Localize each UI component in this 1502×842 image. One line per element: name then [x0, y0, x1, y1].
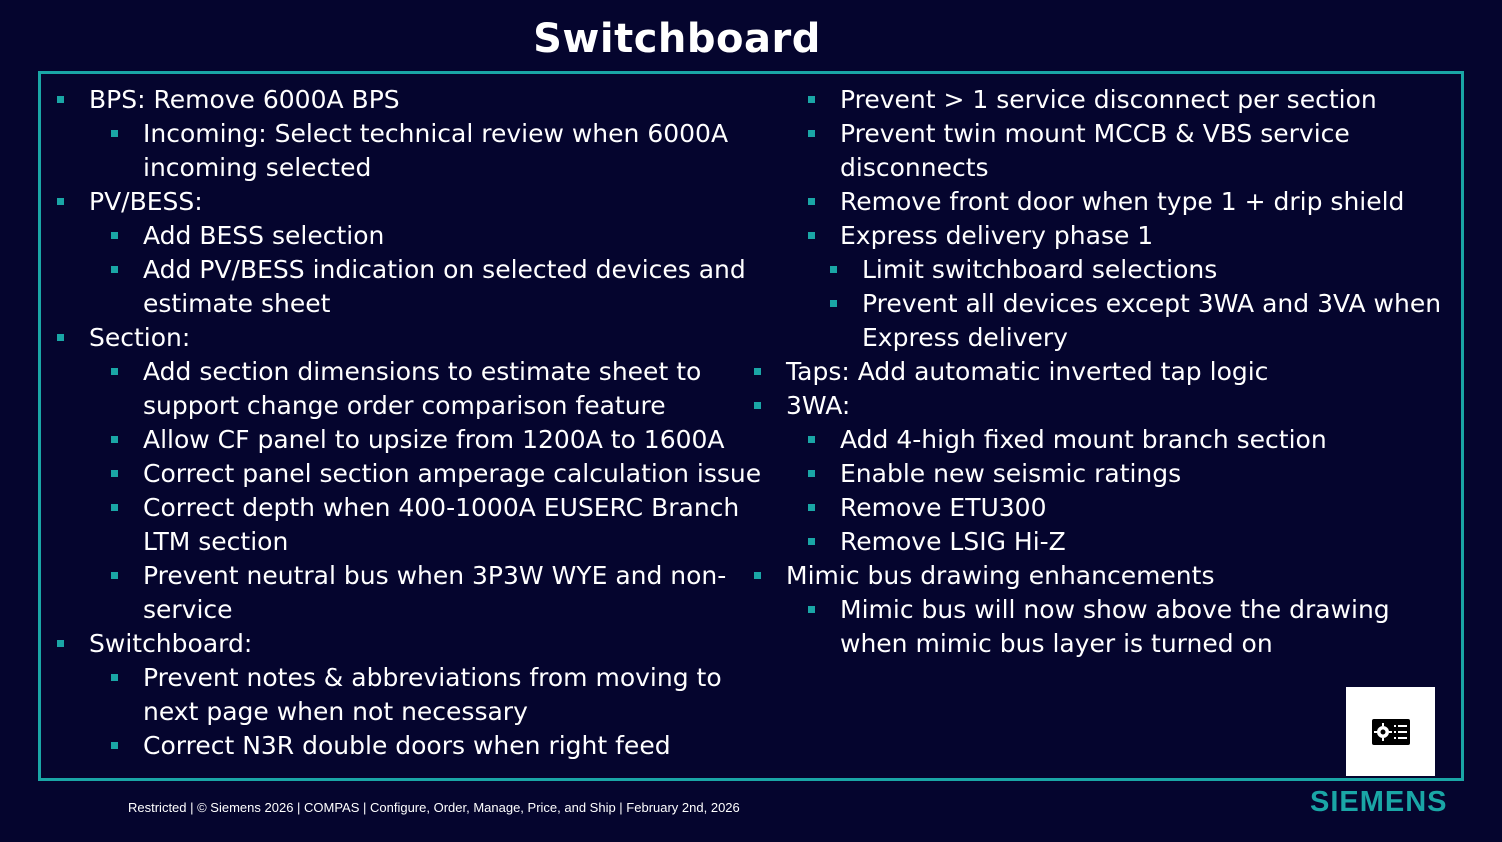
- bullet-item: [53, 117, 763, 185]
- bullet-marker: [111, 470, 118, 477]
- bullet-marker: [57, 334, 64, 341]
- bullet-marker: [754, 572, 761, 579]
- bullet-item: [53, 729, 763, 763]
- bullet-item: [750, 287, 1450, 355]
- bullet-marker: [111, 266, 118, 273]
- bullet-marker: [111, 130, 118, 137]
- bullet-item: [750, 457, 1450, 491]
- bullet-item: [53, 219, 763, 253]
- bullet-marker: [57, 96, 64, 103]
- settings-list-icon-graphic: [1371, 718, 1411, 746]
- bullet-text: Add 4-high fixed mount branch section: [840, 425, 1327, 454]
- bullet-marker: [111, 572, 118, 579]
- settings-list-icon[interactable]: [1346, 687, 1435, 776]
- bullet-item: [750, 593, 1450, 661]
- bullet-text: Correct depth when 400-1000A EUSERC Branch LTM section: [143, 493, 740, 556]
- bullet-text: Switchboard:: [89, 629, 253, 658]
- bullet-item: [53, 661, 763, 729]
- bullet-item: [53, 457, 763, 491]
- bullet-marker: [111, 742, 118, 749]
- bullet-text: Correct panel section amperage calculation issue: [143, 459, 762, 488]
- bullet-text: Limit switchboard selections: [862, 255, 1218, 284]
- bullet-item: [750, 491, 1450, 525]
- bullet-marker: [808, 504, 815, 511]
- bullet-marker: [57, 198, 64, 205]
- bullet-item: [750, 185, 1450, 219]
- bullet-item: [750, 423, 1450, 457]
- bullet-text: Incoming: Select technical review when 6000A incoming selected: [143, 119, 729, 182]
- bullet-text: Correct N3R double doors when right feed: [143, 731, 671, 760]
- bullet-item: [750, 559, 1450, 593]
- bullet-text: Prevent all devices except 3WA and 3VA when Express delivery: [862, 289, 1442, 352]
- bullet-marker: [808, 436, 815, 443]
- bullet-marker: [111, 674, 118, 681]
- bullet-text: Add section dimensions to estimate sheet to support change order comparison feature: [143, 357, 702, 420]
- bullet-marker: [808, 130, 815, 137]
- bullet-marker: [111, 436, 118, 443]
- bullet-text: Add PV/BESS indication on selected devices and estimate sheet: [143, 255, 746, 318]
- bullet-marker: [808, 232, 815, 239]
- bullet-item: [750, 117, 1450, 185]
- bullet-text: Express delivery phase 1: [840, 221, 1154, 250]
- left-bullet-column: [53, 83, 763, 763]
- bullet-text: Section:: [89, 323, 191, 352]
- bullet-text: Remove ETU300: [840, 493, 1047, 522]
- bullet-text: Mimic bus will now show above the drawing when mimic bus layer is turned on: [840, 595, 1390, 658]
- bullet-marker: [111, 368, 118, 375]
- bullet-marker: [754, 402, 761, 409]
- bullet-item: [53, 491, 763, 559]
- bullet-text: Mimic bus drawing enhancements: [786, 561, 1215, 590]
- bullet-text: Taps: Add automatic inverted tap logic: [786, 357, 1269, 386]
- bullet-text: Remove LSIG Hi-Z: [840, 527, 1066, 556]
- bullet-marker: [111, 232, 118, 239]
- bullet-marker: [808, 606, 815, 613]
- bullet-text: Prevent notes & abbreviations from moving to next page when not necessary: [143, 663, 722, 726]
- bullet-marker: [830, 266, 837, 273]
- bullet-item: [53, 321, 763, 355]
- bullet-marker: [808, 538, 815, 545]
- bullet-item: [750, 83, 1450, 117]
- bullet-text: Prevent neutral bus when 3P3W WYE and non-service: [143, 561, 727, 624]
- bullet-marker: [57, 640, 64, 647]
- bullet-item: [53, 559, 763, 627]
- slide-title: Switchboard: [533, 16, 821, 62]
- bullet-item: [53, 185, 763, 219]
- bullet-text: Prevent > 1 service disconnect per section: [840, 85, 1377, 114]
- bullet-marker: [808, 96, 815, 103]
- bullet-item: [53, 253, 763, 321]
- bullet-text: Allow CF panel to upsize from 1200A to 1600A: [143, 425, 725, 454]
- bullet-item: [750, 525, 1450, 559]
- right-bullet-column: [750, 83, 1450, 661]
- bullet-text: PV/BESS:: [89, 187, 203, 216]
- footer-text: Restricted | © Siemens 2026 | COMPAS | Configure, Order, Manage, Price, and Ship | February 2nd, 2026: [128, 800, 740, 815]
- bullet-item: [750, 355, 1450, 389]
- bullet-item: [750, 389, 1450, 423]
- bullet-item: [53, 423, 763, 457]
- bullet-marker: [111, 504, 118, 511]
- bullet-item: [750, 219, 1450, 253]
- bullet-marker: [808, 198, 815, 205]
- bullet-item: [53, 627, 763, 661]
- bullet-text: Add BESS selection: [143, 221, 385, 250]
- bullet-text: Enable new seismic ratings: [840, 459, 1182, 488]
- siemens-logo: SIEMENS: [1310, 786, 1448, 818]
- bullet-text: 3WA:: [786, 391, 851, 420]
- bullet-marker: [754, 368, 761, 375]
- bullet-text: Prevent twin mount MCCB & VBS service disconnects: [840, 119, 1350, 182]
- bullet-item: [53, 355, 763, 423]
- bullet-text: BPS: Remove 6000A BPS: [89, 85, 400, 114]
- bullet-marker: [808, 470, 815, 477]
- bullet-text: Remove front door when type 1 + drip shield: [840, 187, 1405, 216]
- bullet-item: [750, 253, 1450, 287]
- bullet-item: [53, 83, 763, 117]
- bullet-marker: [830, 300, 837, 307]
